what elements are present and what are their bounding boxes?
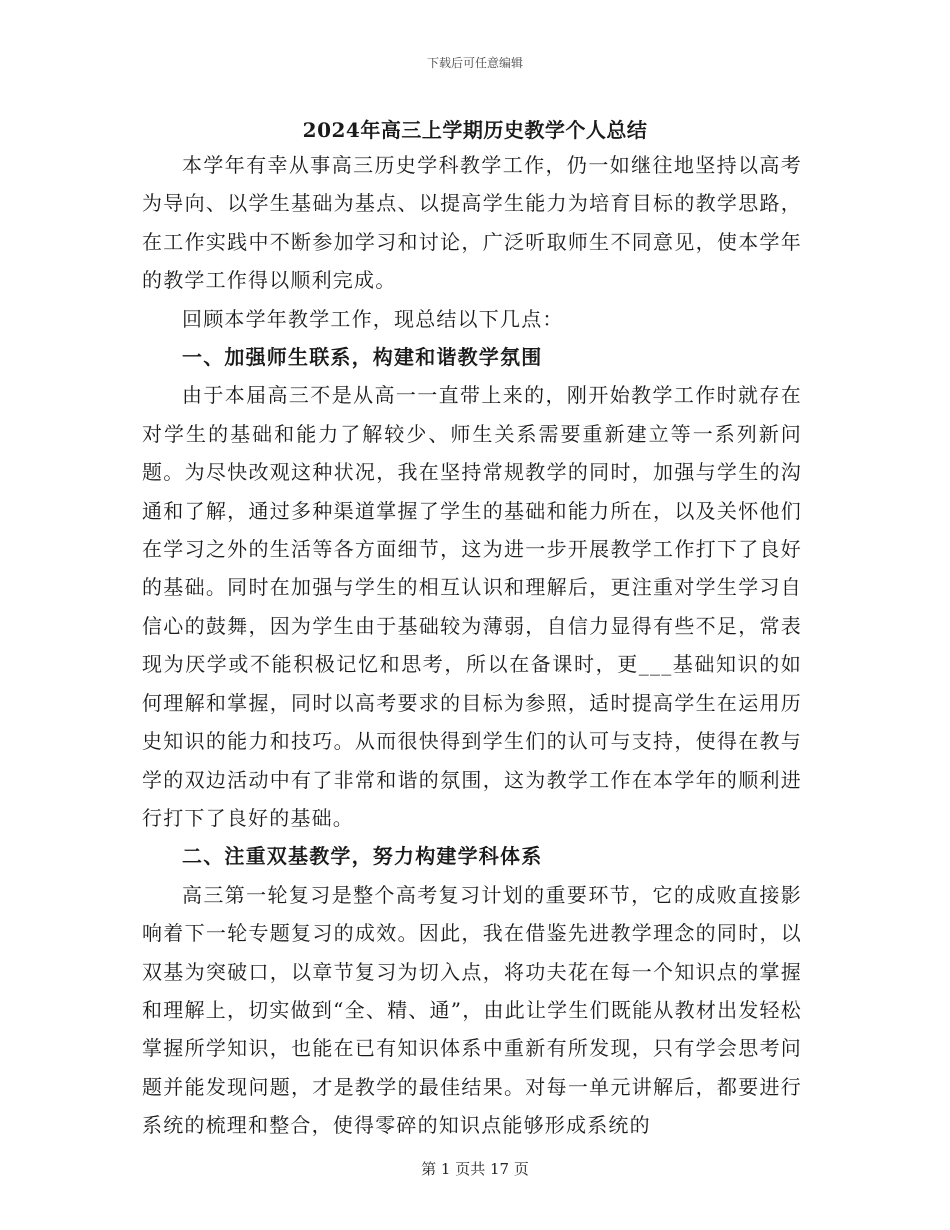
document-title: 2024年高三上学期历史教学个人总结: [302, 118, 648, 142]
paragraph-section-2: 高三第一轮复习是整个高考复习计划的重要环节，它的成败直接影响着下一轮专题复习的成效。因此，我在借鉴先进教学理念的同时，以双基为突破口，以章节复习为切入点，将功夫花在每一个知识点的掌握和理解上，切实做到“全、精、通”，由此让学生们既能从教材出发轻松掌握所学知识，也能在已有知识体系中重新有所发现，只有学会思考问题并能发现问题，才是教学的最佳结果。对每一单元讲解后，都要进行系统的梳理和整合，使得零碎的知识点能够形成系统的: [142, 882, 802, 1138]
page-number: 第 1 页共 17 页: [421, 1160, 529, 1178]
section-heading-2: 二、注重双基教学，努力构建学科体系: [182, 844, 543, 869]
page-header-note: 下载后可任意编辑: [426, 56, 523, 70]
paragraph-review: 回顾本学年教学工作，现总结以下几点：: [182, 306, 564, 331]
section-heading-1: 一、加强师生联系，构建和谐教学氛围: [182, 345, 543, 370]
paragraph-section-1: 由于本届高三不是从高一一直带上来的，刚开始教学工作时就存在对学生的基础和能力了解较少、师生关系需要重新建立等一系列新问题。为尽快改观这种状况，我在坚持常规教学的同时，加强与学生的沟通和了解，通过多种渠道掌握了学生的基础和能力所在，以及关怀他们在学习之外的生活等各方面细节，这为进一步开展教学工作打下了良好的基础。同时在加强与学生的相互认识和理解后，更注重对学生学习自信心的鼓舞，因为学生由于基础较为薄弱，自信力显得有些不足，常表现为厌学或不能积极记忆和思考，所以在备课时，更___基础知识的如何理解和掌握，同时以高考要求的目标为参照，适时提高学生在运用历史知识的能力和技巧。从而很快得到学生们的认可与支持，使得在教与学的双边活动中有了非常和谐的氛围，这为教学工作在本学年的顺利进行打下了良好的基础。: [142, 383, 802, 830]
document-body: [142, 146, 802, 1145]
paragraph-intro: 本学年有幸从事高三历史学科教学工作，仍一如继往地坚持以高考为导向、以学生基础为基点、以提高学生能力为培育目标的教学思路，在工作实践中不断参加学习和讨论，广泛听取师生不同意见，使本学年的教学工作得以顺利完成。: [142, 153, 802, 293]
